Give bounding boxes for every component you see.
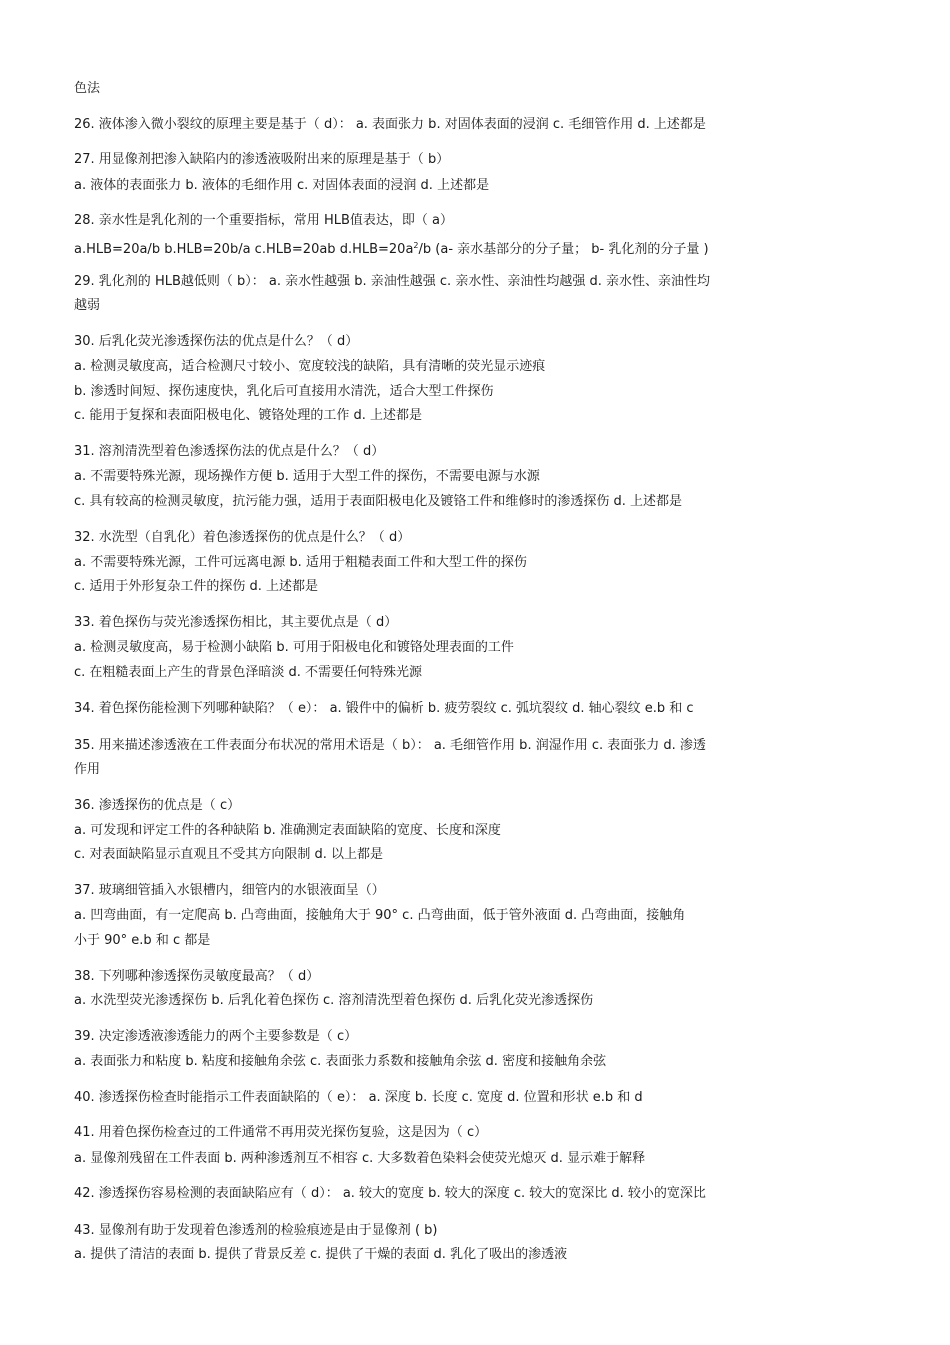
- question-32-option-a: a. 不需要特殊光源，工件可远离电源 b. 适用于粗糙表面工件和大型工件的探伤: [74, 555, 527, 570]
- question-31: 31. 溶剂清洗型着色渗透探伤法的优点是什么？（ d）: [74, 444, 385, 459]
- question-37: 37. 玻璃细管插入水银槽内，细管内的水银液面呈（）: [74, 883, 385, 898]
- question-41-options: a. 显像剂残留在工件表面 b. 两种渗透剂互不相容 c. 大多数着色染料会使荧光熄灭 d. 显示难于解释: [74, 1151, 646, 1166]
- question-42: 42. 渗透探伤容易检测的表面缺陷应有（ d）： a. 较大的宽度 b. 较大的深度 c. 较大的宽深比 d. 较小的宽深比: [74, 1186, 706, 1201]
- question-36: 36. 渗透探伤的优点是（ c）: [74, 798, 241, 813]
- question-43: 43. 显像剂有助于发现着色渗透剂的检验痕迹是由于显像剂 ( b): [74, 1223, 438, 1238]
- question-38: 38. 下列哪种渗透探伤灵敏度最高？（ d）: [74, 969, 320, 984]
- question-27-options: a. 液体的表面张力 b. 液体的毛细作用 c. 对固体表面的浸润 d. 上述都是: [74, 178, 490, 193]
- question-28-options-tail: /b (a- 亲水基部分的分子量； b- 乳化剂的分子量 ): [418, 242, 709, 257]
- superscript: 2: [413, 241, 419, 250]
- question-32: 32. 水洗型（自乳化）着色渗透探伤的优点是什么？（ d）: [74, 530, 411, 545]
- question-30-option-a: a. 检测灵敏度高，适合检测尺寸较小、宽度较浅的缺陷，具有清晰的荧光显示迹痕: [74, 359, 546, 374]
- question-27: 27. 用显像剂把渗入缺陷内的渗透液吸附出来的原理是基于（ b）: [74, 152, 450, 167]
- question-28-options: [74, 237, 884, 259]
- text-line: 色法: [74, 81, 101, 96]
- question-37-options: a. 凹弯曲面，有一定爬高 b. 凸弯曲面，接触角大于 90° c. 凸弯曲面，低于管外液面 d. 凸弯曲面，接触角: [74, 908, 686, 923]
- question-39-options: a. 表面张力和粘度 b. 粘度和接触角余弦 c. 表面张力系数和接触角余弦 d. 密度和接触角余弦: [74, 1054, 607, 1069]
- question-33-option-a: a. 检测灵敏度高，易于检测小缺陷 b. 可用于阳极电化和镀铬处理表面的工件: [74, 640, 514, 655]
- question-26: 26. 液体渗入微小裂纹的原理主要是基于（ d）： a. 表面张力 b. 对固体表面的浸润 c. 毛细管作用 d. 上述都是: [74, 117, 706, 132]
- question-35: 35. 用来描述渗透液在工件表面分布状况的常用术语是（ b）： a. 毛细管作用 b. 润湿作用 c. 表面张力 d. 渗透: [74, 738, 706, 753]
- question-29: 29. 乳化剂的 HLB越低则（ b）： a. 亲水性越强 b. 亲油性越强 c. 亲水性、亲油性均越强 d. 亲水性、亲油性均: [74, 274, 710, 289]
- question-30: 30. 后乳化荧光渗透探伤法的优点是什么？（ d）: [74, 334, 359, 349]
- question-30-option-b: b. 渗透时间短、探伤速度快，乳化后可直接用水清洗，适合大型工件探伤: [74, 384, 494, 399]
- question-36-option-c: c. 对表面缺陷显示直观且不受其方向限制 d. 以上都是: [74, 847, 384, 862]
- question-38-options: a. 水洗型荧光渗透探伤 b. 后乳化着色探伤 c. 溶剂清洗型着色探伤 d. 后乳化荧光渗透探伤: [74, 993, 594, 1008]
- question-35-cont: 作用: [74, 762, 101, 777]
- question-29-cont: 越弱: [74, 298, 101, 313]
- question-32-option-c: c. 适用于外形复杂工件的探伤 d. 上述都是: [74, 579, 319, 594]
- question-30-option-c: c. 能用于复探和表面阳极电化、镀铬处理的工作 d. 上述都是: [74, 408, 423, 423]
- question-40: 40. 渗透探伤检查时能指示工件表面缺陷的（ e）： a. 深度 b. 长度 c. 宽度 d. 位置和形状 e.b 和 d: [74, 1090, 643, 1105]
- question-43-options: a. 提供了清洁的表面 b. 提供了背景反差 c. 提供了干燥的表面 d. 乳化了吸出的渗透液: [74, 1247, 568, 1262]
- question-33: 33. 着色探伤与荧光渗透探伤相比，其主要优点是（ d）: [74, 615, 398, 630]
- question-31-option-a: a. 不需要特殊光源，现场操作方便 b. 适用于大型工件的探伤，不需要电源与水源: [74, 469, 540, 484]
- question-31-option-c: c. 具有较高的检测灵敏度，抗污能力强，适用于表面阳极电化及镀铬工件和维修时的渗透探伤 d. 上述都是: [74, 494, 683, 509]
- question-37-cont: 小于 90° e.b 和 c 都是: [74, 933, 211, 948]
- question-33-option-c: c. 在粗糙表面上产生的背景色泽暗淡 d. 不需要任何特殊光源: [74, 665, 423, 680]
- question-41: 41. 用着色探伤检查过的工件通常不再用荧光探伤复验，这是因为（ c）: [74, 1125, 488, 1140]
- question-36-option-a: a. 可发现和评定工件的各种缺陷 b. 准确测定表面缺陷的宽度、长度和深度: [74, 823, 501, 838]
- question-34: 34. 着色探伤能检测下列哪种缺陷？（ e）： a. 锻件中的偏析 b. 疲劳裂纹 c. 弧坑裂纹 d. 轴心裂纹 e.b 和 c: [74, 701, 694, 716]
- question-39: 39. 决定渗透液渗透能力的两个主要参数是（ c）: [74, 1029, 358, 1044]
- question-28-options-main: a.HLB=20a/b b.HLB=20b/a c.HLB=20ab d.HLB=20a: [74, 242, 414, 257]
- question-28: 28. 亲水性是乳化剂的一个重要指标，常用 HLB值表达，即（ a）: [74, 213, 453, 228]
